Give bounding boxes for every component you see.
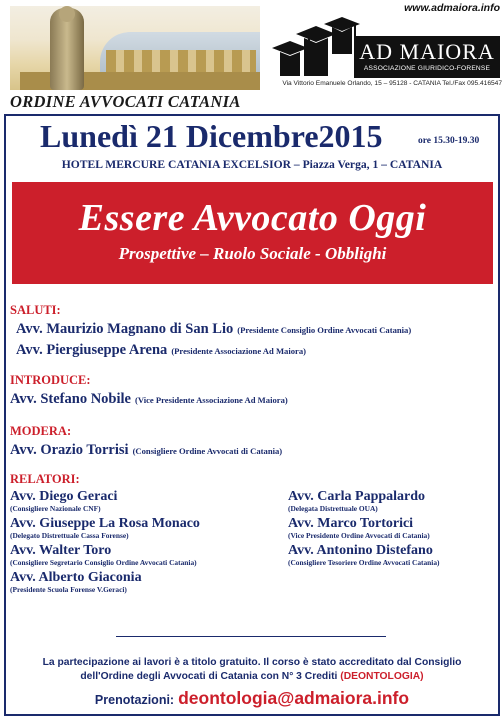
speaker-name: Avv. Antonino Distefano bbox=[288, 543, 433, 558]
footer-credits-text: dell'Ordine degli Avvocati di Catania con N° 3 Crediti bbox=[80, 671, 338, 682]
section-label-relatori: RELATORI: bbox=[10, 472, 80, 486]
speaker-item bbox=[16, 341, 306, 359]
booking-email-link[interactable]: deontologia@admaiora.info bbox=[178, 688, 410, 708]
logo-box bbox=[354, 36, 500, 78]
speaker-name: Avv. Orazio Torrisi bbox=[10, 442, 129, 458]
speaker-role: (Consigliere Nazionale CNF) bbox=[10, 504, 101, 513]
title-banner bbox=[12, 182, 493, 284]
organizer-title: ORDINE AVVOCATI CATANIA bbox=[10, 92, 241, 111]
speaker-role: (Delegato Distrettuale Cassa Forense) bbox=[10, 531, 129, 540]
ad-maiora-logo bbox=[268, 14, 500, 80]
speaker-role: (Presidente Consiglio Ordine Avvocati Catania) bbox=[237, 325, 412, 335]
divider-line bbox=[116, 636, 386, 637]
speaker-item bbox=[10, 570, 142, 594]
speaker-name: Avv. Maurizio Magnano di San Lio bbox=[16, 321, 234, 337]
speaker-item bbox=[10, 516, 200, 540]
logo-subtitle: ASSOCIAZIONE GIURIDICO-FORENSE bbox=[363, 65, 491, 72]
speaker-item bbox=[288, 516, 430, 540]
speaker-name: Avv. Walter Toro bbox=[10, 543, 112, 558]
speaker-role: (Delegata Distrettuale OUA) bbox=[288, 504, 378, 513]
speaker-role: (Vice Presidente Associazione Ad Maiora) bbox=[134, 395, 288, 405]
speaker-role: (Consigliere Ordine Avvocati di Catania) bbox=[132, 446, 283, 456]
speaker-item bbox=[288, 489, 425, 513]
section-label-saluti: SALUTI: bbox=[10, 303, 61, 317]
booking-line bbox=[0, 688, 504, 709]
website-url[interactable]: www.admaiora.info bbox=[404, 2, 500, 14]
event-subtitle: Prospettive – Ruolo Sociale - Obblighi bbox=[118, 244, 387, 263]
header bbox=[0, 0, 504, 96]
association-address: Via Vittorio Emanuele Orlando, 15 – 95128 - CATANIA Tel./Fax 095.416547 bbox=[282, 80, 502, 87]
speaker-role: (Consigliere Tesoriere Ordine Avvocati Catania) bbox=[288, 558, 440, 567]
speaker-name: Avv. Marco Tortorici bbox=[288, 516, 414, 531]
event-venue: HOTEL MERCURE CATANIA EXCELSIOR – Piazza Verga, 1 – CATANIA bbox=[61, 158, 443, 171]
speaker-item bbox=[10, 489, 117, 513]
event-date: Lunedì 21 Dicembre2015 bbox=[40, 118, 383, 154]
speaker-name: Avv. Carla Pappalardo bbox=[288, 489, 426, 504]
speaker-role: (Presidente Associazione Ad Maiora) bbox=[171, 346, 307, 356]
speaker-role: (Consigliere Segretario Consiglio Ordine Avvocati Catania) bbox=[10, 558, 197, 567]
footer-note-line-1: La partecipazione ai lavori è a titolo gratuito. Il corso è stato accreditato dal Consiglio bbox=[42, 657, 462, 668]
speaker-name: Avv. Piergiuseppe Arena bbox=[16, 342, 168, 358]
speaker-name: Avv. Stefano Nobile bbox=[10, 391, 131, 407]
speaker-name: Avv. Alberto Giaconia bbox=[10, 570, 142, 585]
speaker-name: Avv. Diego Geraci bbox=[10, 489, 118, 504]
speaker-role: (Presidente Scuola Forense V.Geraci) bbox=[10, 585, 127, 594]
speaker-item bbox=[16, 320, 411, 338]
speaker-item bbox=[288, 543, 440, 567]
header-photo bbox=[10, 6, 260, 90]
speaker-name: Avv. Giuseppe La Rosa Monaco bbox=[10, 516, 200, 531]
speaker-item bbox=[10, 543, 197, 567]
graduation-caps-icon bbox=[268, 14, 364, 76]
section-label-introduce: INTRODUCE: bbox=[10, 373, 91, 387]
speaker-item bbox=[10, 390, 288, 408]
logo-name: AD MAIORA bbox=[359, 39, 495, 64]
speaker-item bbox=[10, 441, 282, 459]
event-time: ore 15.30-19.30 bbox=[418, 136, 480, 146]
footer-note-line-2 bbox=[0, 671, 504, 682]
footer-credits-category: (DEONTOLOGIA) bbox=[340, 671, 424, 682]
booking-label: Prenotazioni: bbox=[94, 693, 175, 707]
event-title: Essere Avvocato Oggi bbox=[78, 197, 427, 239]
section-label-modera: MODERA: bbox=[10, 424, 72, 438]
speaker-role: (Vice Presidente Ordine Avvocati di Catania) bbox=[288, 531, 430, 540]
